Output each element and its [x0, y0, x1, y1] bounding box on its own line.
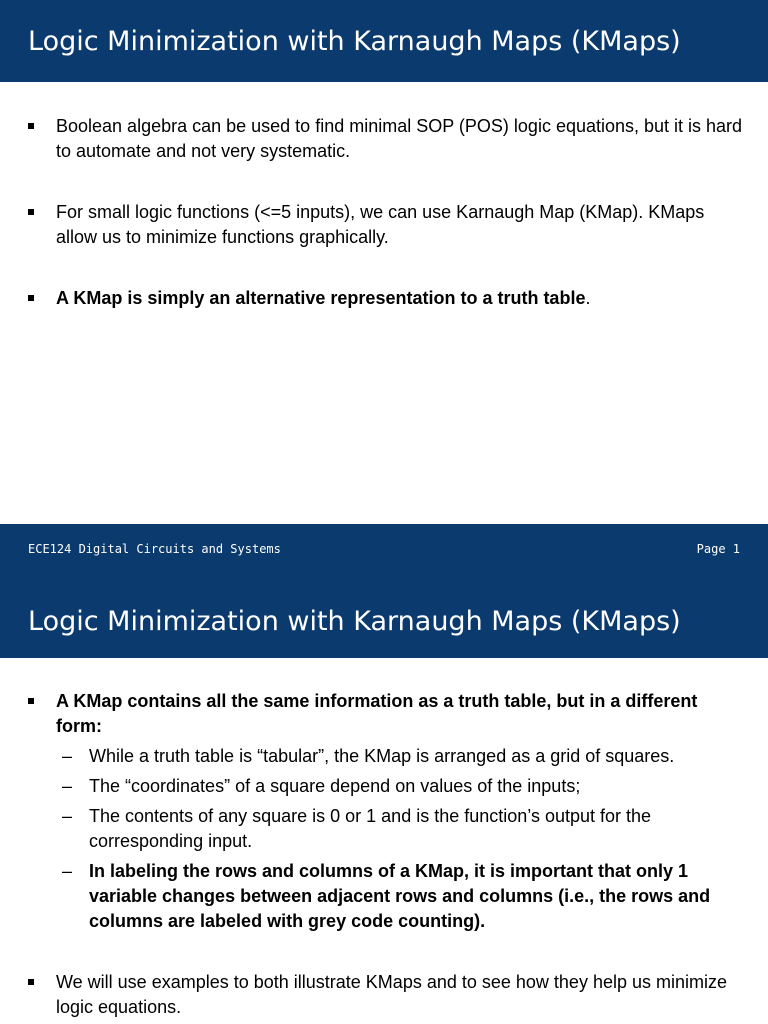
- slide1-bullet-3: [28, 286, 748, 311]
- bullet-square-icon: [28, 698, 34, 704]
- dash-icon: –: [62, 806, 73, 826]
- slide2-bullet-list: [28, 689, 748, 1020]
- footer-page-number: Page 1: [696, 542, 740, 556]
- slide2-sub-2: [28, 774, 748, 799]
- slide1-bullet-1: [28, 114, 748, 164]
- slide1-bullet-3-text: A KMap is simply an alternative representation to a truth table: [56, 288, 586, 308]
- bullet-square-icon: [28, 123, 34, 129]
- slide2-bullet-1-text: A KMap contains all the same information as a truth table, but in a different form:: [56, 691, 698, 736]
- dash-icon: –: [62, 776, 73, 796]
- dash-icon: –: [62, 746, 73, 766]
- slide2-bullet-2-text: We will use examples to both illustrate KMaps and to see how they help us minimize logic equations.: [56, 972, 727, 1017]
- slide2-sub-1: [28, 744, 748, 769]
- bullet-square-icon: [28, 979, 34, 985]
- slide2-sub-3-text: The contents of any square is 0 or 1 and is the function’s output for the corresponding input.: [89, 806, 652, 851]
- slide2-bullet-1: [28, 689, 748, 739]
- slide1-bullet-2-text: For small logic functions (<=5 inputs), we can use Karnaugh Map (KMap). KMaps allow us to minimize functions graphically.: [56, 202, 705, 247]
- bullet-square-icon: [28, 295, 34, 301]
- slide2-title-bar: [0, 584, 768, 658]
- slide1-bullet-3-period: .: [585, 288, 591, 308]
- slide1-bullet-1-text: Boolean algebra can be used to find minimal SOP (POS) logic equations, but it is hard to automate and not very systematic.: [56, 116, 743, 161]
- slide1-title: Logic Minimization with Karnaugh Maps (KMaps): [28, 25, 681, 57]
- dash-icon: –: [62, 861, 73, 881]
- slide2-sub-4: [28, 859, 748, 934]
- slide1-bullet-list: [28, 114, 748, 311]
- slide1-title-bar: [0, 0, 768, 82]
- slide1-bullet-2: [28, 200, 748, 250]
- slide2-sub-4-text: In labeling the rows and columns of a KMap, it is important that only 1 variable changes between adjacent rows and columns (i.e., the rows and columns are labeled with grey code counting).: [89, 861, 711, 931]
- slide2-title: Logic Minimization with Karnaugh Maps (KMaps): [28, 605, 681, 637]
- footer-course: ECE124 Digital Circuits and Systems: [28, 542, 281, 556]
- slide2-sub-1-text: While a truth table is “tabular”, the KMap is arranged as a grid of squares.: [89, 746, 675, 766]
- slide2-sub-2-text: The “coordinates” of a square depend on values of the inputs;: [89, 776, 581, 796]
- bullet-square-icon: [28, 209, 34, 215]
- slide2-sub-3: [28, 804, 748, 854]
- slide2-bullet-2: [28, 970, 748, 1020]
